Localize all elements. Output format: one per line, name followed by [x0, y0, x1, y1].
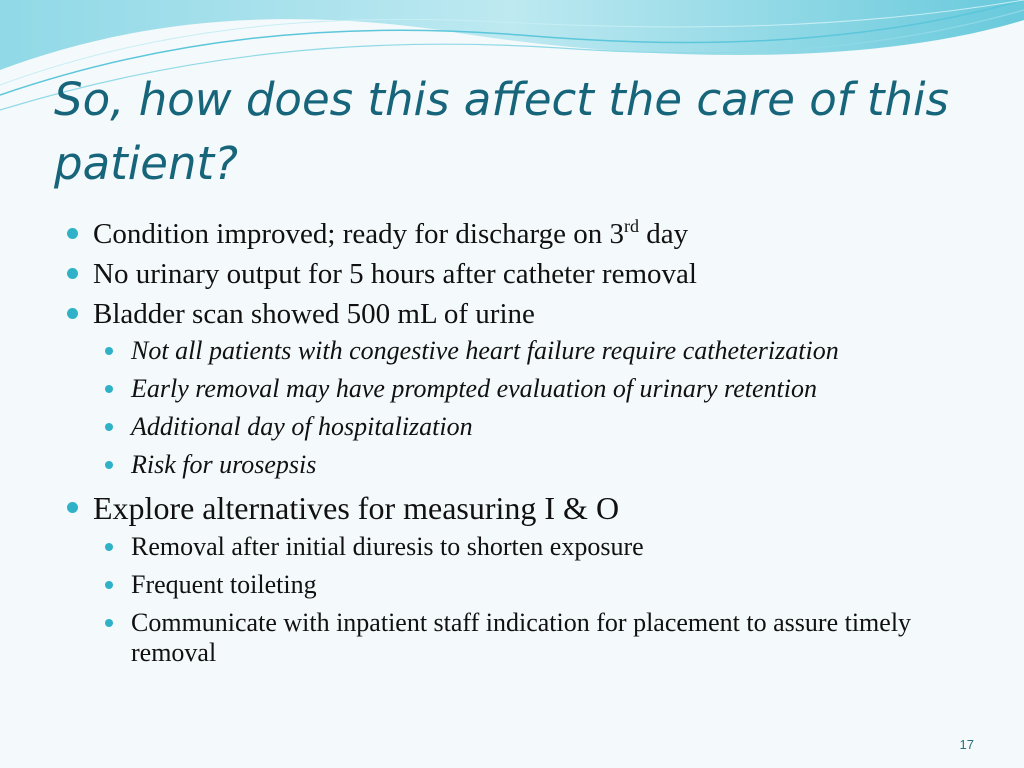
bullet-text-tail: day: [639, 218, 689, 250]
list-item: [64, 296, 984, 332]
list-item: [64, 488, 984, 528]
bullet-text: Explore alternatives for measuring I & O: [93, 490, 620, 526]
bullet-dot-icon: [67, 502, 78, 513]
sub-bullet-dot-icon: [105, 543, 113, 551]
sub-list-item: [104, 374, 984, 404]
sub-bullet-text: Early removal may have prompted evaluation of urinary retention: [131, 374, 817, 403]
sub-list-item: [104, 336, 984, 366]
sub-bullet-dot-icon: [105, 385, 113, 393]
bullet-list: [64, 216, 984, 676]
sublist-container: [64, 336, 984, 480]
bullet-text: No urinary output for 5 hours after catheter removal: [93, 258, 697, 290]
sub-bullet-dot-icon: [105, 581, 113, 589]
page-number: 17: [959, 737, 974, 752]
sub-bullet-dot-icon: [105, 347, 113, 355]
slide-title: So, how does this affect the care of this patient?: [54, 73, 949, 190]
bullet-dot-icon: [67, 268, 78, 279]
sub-list-item: [104, 570, 984, 600]
sub-bullet-dot-icon: [105, 423, 113, 431]
bullet-text: Bladder scan showed 500 mL of urine: [93, 298, 535, 330]
sub-bullet-dot-icon: [105, 461, 113, 469]
ordinal-superscript: rd: [624, 216, 640, 236]
sub-list-item: [104, 608, 984, 668]
bullet-text: Condition improved; ready for discharge on 3: [93, 218, 625, 250]
sub-bullet-text: Additional day of hospitalization: [131, 412, 473, 441]
sub-bullet-text: Risk for urosepsis: [131, 450, 317, 479]
list-item: [64, 256, 984, 292]
list-item: [64, 216, 984, 252]
sub-list-item: [104, 412, 984, 442]
sub-list-item: [104, 532, 984, 562]
sub-list-item: [104, 450, 984, 480]
sub-bullet-text: Frequent toileting: [131, 570, 317, 599]
sub-bullet-text: Removal after initial diuresis to shorten exposure: [131, 532, 644, 561]
sub-bullet-list: [64, 532, 984, 668]
sublist-container: [64, 532, 984, 668]
sub-bullet-list: [64, 336, 984, 480]
sub-bullet-dot-icon: [105, 619, 113, 627]
sub-bullet-text: Not all patients with congestive heart failure require catheterization: [131, 336, 839, 365]
bullet-dot-icon: [67, 228, 78, 239]
bullet-dot-icon: [67, 308, 78, 319]
sub-bullet-text: Communicate with inpatient staff indication for placement to assure timely removal: [131, 608, 912, 667]
